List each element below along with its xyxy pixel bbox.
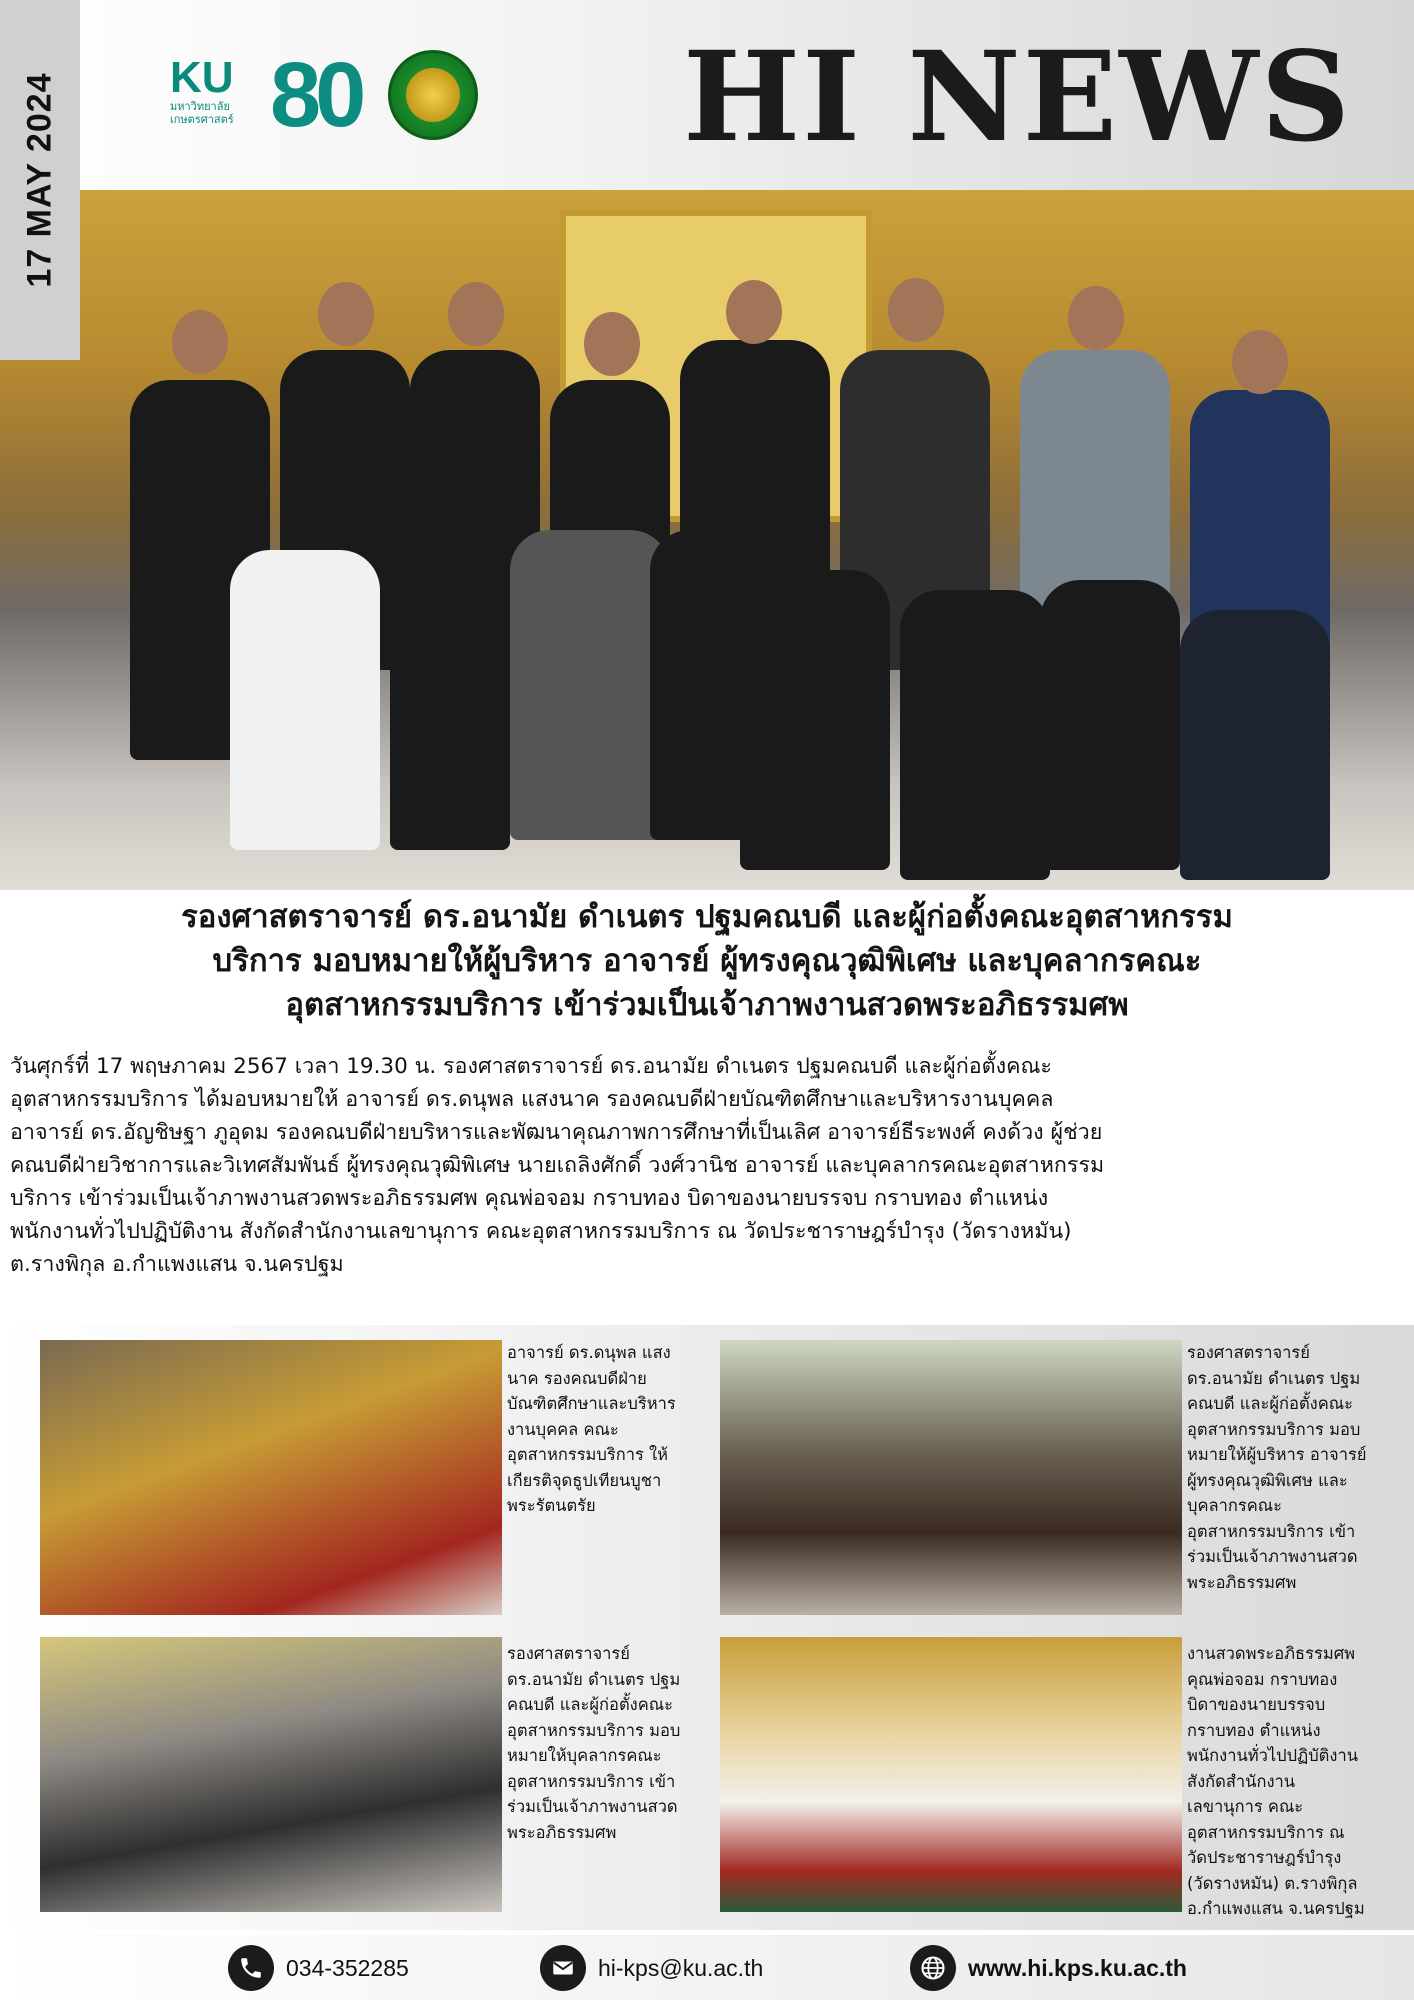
footer-phone[interactable] (228, 1945, 409, 1991)
body-line: พนักงานทั่วไปปฏิบัติงาน สังกัดสำนักงานเลขานุการ คณะอุตสาหกรรมบริการ ณ วัดประชาราษฎร์บำรุง (วัดรางหมัน) (10, 1219, 1072, 1244)
gallery-photo-seated-guests (720, 1340, 1182, 1615)
body-line: อาจารย์ ดร.อัญชิษฐา ภูอุดม รองคณบดีฝ่ายบริหารและพัฒนาคุณภาพการศึกษาที่เป็นเลิศ อาจารย์ธีระพงศ์ คงด้วง ผู้ช่วย (10, 1120, 1103, 1145)
phone-number: 034-352285 (286, 1954, 409, 1981)
gallery-caption: รองศาสตราจารย์ ดร.อนามัย ดำเนตร ปฐมคณบดี และผู้ก่อตั้งคณะอุตสาหกรรมบริการ มอบหมายให้ผู้บริหาร อาจารย์ ผู้ทรงคุณวุฒิพิเศษ และบุคลากรคณะอุตสาหกรรมบริการ เข้าร่วมเป็นเจ้าภาพงานสวดพระอภิธรรมศพ (1187, 1343, 1367, 1592)
gallery-photo-funeral-altar (720, 1637, 1182, 1912)
person-head (448, 282, 504, 346)
logo-group (170, 40, 478, 150)
body-line: บริการ เข้าร่วมเป็นเจ้าภาพงานสวดพระอภิธรรมศพ คุณพ่อจอม กราบทอง บิดาของนายบรรจบ กราบทอง ตำแหน่ง (10, 1186, 1049, 1211)
person-head (172, 310, 228, 374)
ku-logo-subtext: มหาวิทยาลัยเกษตรศาสตร์ (170, 100, 234, 126)
headline (20, 895, 1394, 1027)
date-block (0, 0, 80, 360)
anniversary-80-logo: 80 (270, 44, 361, 146)
person-head (888, 278, 944, 342)
globe-icon (910, 1945, 956, 1991)
headline-line: รองศาสตราจารย์ ดร.อนามัย ดำเนตร ปฐมคณบดี และผู้ก่อตั้งคณะอุตสาหกรรม (181, 899, 1233, 935)
person-head (1068, 286, 1124, 350)
person-figure (1040, 580, 1180, 870)
body-line: อุตสาหกรรมบริการ ได้มอบหมายให้ อาจารย์ ดร.ดนุพล แสงนาค รองคณบดีฝ่ายบัณฑิตศึกษาและบริหารงานบุคคล (10, 1087, 1054, 1112)
person-figure (740, 570, 890, 870)
footer-email[interactable] (540, 1945, 763, 1991)
article-body (10, 1050, 1404, 1281)
newsletter-title: HI NEWS (683, 25, 1352, 170)
gallery-caption: อาจารย์ ดร.ดนุพล แสงนาค รองคณบดีฝ่ายบัณฑิตศึกษาและบริหารงานบุคคล คณะอุตสาหกรรมบริการ ให้เกียรติจุดธูปเทียนบูชาพระรัตนตรัย (507, 1343, 676, 1515)
faculty-seal-logo (388, 50, 478, 140)
person-figure (230, 550, 380, 850)
mail-icon (540, 1945, 586, 1991)
website-url: www.hi.kps.ku.ac.th (968, 1954, 1187, 1981)
person-figure (510, 530, 670, 840)
issue-date: 17 MAY 2024 (20, 72, 59, 288)
person-head (726, 280, 782, 344)
person-figure (1180, 610, 1330, 880)
gallery-caption: งานสวดพระอภิธรรมศพ คุณพ่อจอม กราบทอง บิดาของนายบรรจบ กราบทอง ตำแหน่งพนักงานทั่วไปปฏิบัติงาน สังกัดสำนักงานเลขานุการ คณะอุตสาหกรรมบริการ ณ วัดประชาราษฎร์บำรุง (วัดรางหมัน) ต.รางพิกุล อ.กำแพงแสน จ.นครปฐม (1187, 1644, 1365, 1918)
email-address: hi-kps@ku.ac.th (598, 1954, 764, 1981)
person-figure (900, 590, 1050, 880)
gallery-caption: รองศาสตราจารย์ ดร.อนามัย ดำเนตร ปฐมคณบดี และผู้ก่อตั้งคณะอุตสาหกรรมบริการ มอบหมายให้บุคลากรคณะอุตสาหกรรมบริการ เข้าร่วมเป็นเจ้าภาพงานสวดพระอภิธรรมศพ (507, 1644, 681, 1842)
ku-logo (170, 53, 242, 134)
body-line: ต.รางพิกุล อ.กำแพงแสน จ.นครปฐม (10, 1252, 344, 1277)
person-figure (390, 530, 510, 850)
footer-website[interactable] (910, 1945, 1187, 1991)
body-line: วันศุกร์ที่ 17 พฤษภาคม 2567 เวลา 19.30 น. รองศาสตราจารย์ ดร.อนามัย ดำเนตร ปฐมคณบดี และผู้ก่อตั้งคณะ (10, 1054, 1052, 1079)
main-group-photo (0, 190, 1414, 890)
ku-logo-text: KU (170, 53, 234, 102)
headline-line: บริการ มอบหมายให้ผู้บริหาร อาจารย์ ผู้ทรงคุณวุฒิพิเศษ และบุคลากรคณะ (212, 943, 1202, 979)
phone-icon (228, 1945, 274, 1991)
gallery-photo-staff-praying (40, 1637, 502, 1912)
headline-line: อุตสาหกรรมบริการ เข้าร่วมเป็นเจ้าภาพงานสวดพระอภิธรรมศพ (285, 987, 1129, 1023)
person-head (1232, 330, 1288, 394)
gallery-photo-candle-lighting (40, 1340, 502, 1615)
person-head (584, 312, 640, 376)
person-head (318, 282, 374, 346)
body-line: คณบดีฝ่ายวิชาการและวิเทศสัมพันธ์ ผู้ทรงคุณวุฒิพิเศษ นายเถลิงศักดิ์ วงศ์วานิช อาจารย์ และบุคลากรคณะอุตสาหกรรม (10, 1153, 1105, 1178)
